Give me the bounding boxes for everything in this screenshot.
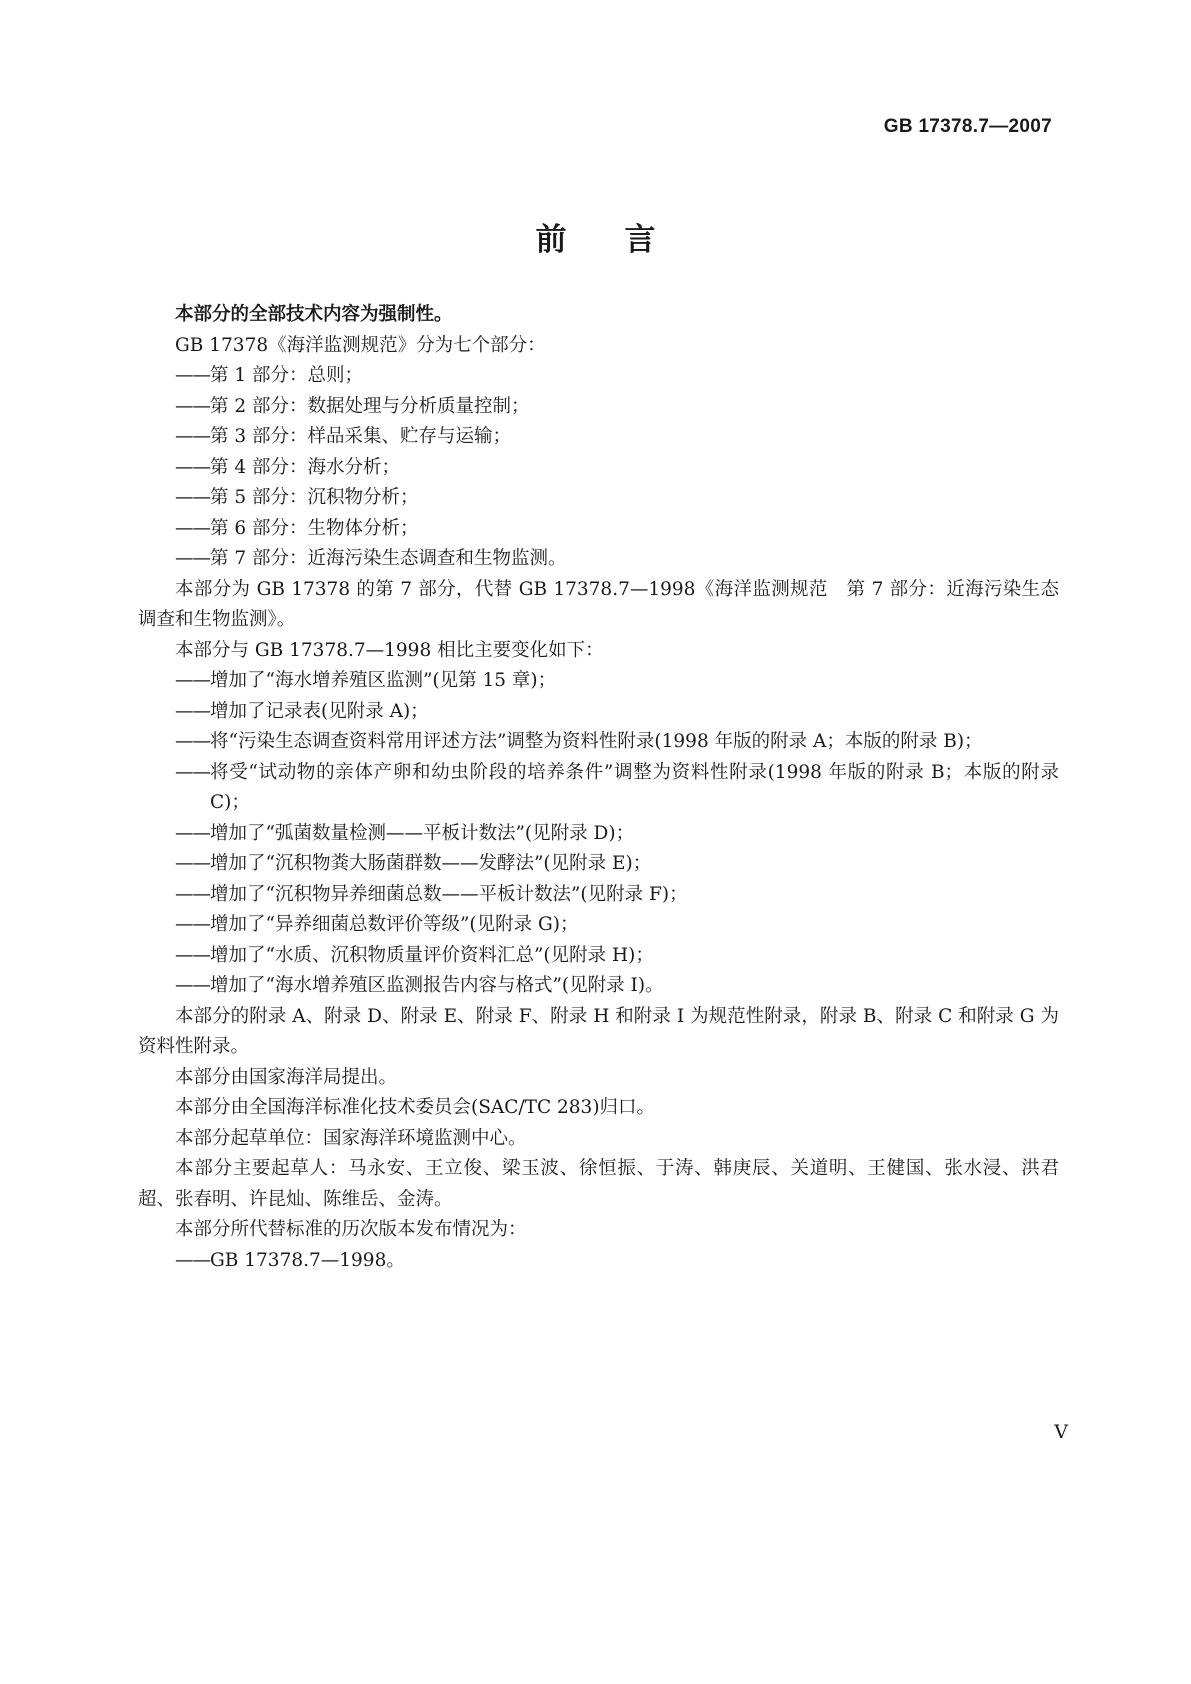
history-list: [138, 1246, 1059, 1277]
proposed-by: 本部分由国家海洋局提出。: [175, 1066, 398, 1088]
history-intro: 本部分所代替标准的历次版本发布情况为：: [175, 1219, 527, 1240]
page-number: V: [1054, 1421, 1068, 1443]
list-item: —— 将受“试动物的亲体产卵和幼虫阶段的培养条件”调整为资料性附录(1998 年版的附录 B；本版的附录 C)；: [175, 761, 1059, 813]
drafting-unit: 本部分起草单位：国家海洋环境监测中心。: [175, 1127, 527, 1149]
list-item: —— 第 2 部分：数据处理与分析质量控制；: [175, 395, 530, 417]
list-item: —— 增加了“异养细菌总数评价等级”(见附录 G)；: [175, 914, 579, 935]
list-item: —— 第 3 部分：样品采集、贮存与运输；: [175, 426, 512, 447]
foreword-body: [138, 300, 1059, 1276]
replaces-statement: 本部分为 GB 17378 的第 7 部分，代替 GB 17378.7—1998《海洋监测规范 第 7 部分：近海污染生态调查和生物监测》。: [138, 578, 1059, 630]
list-item: —— 增加了记录表(见附录 A)；: [175, 700, 429, 722]
list-item: —— 第 7 部分：近海污染生态调查和生物监测。: [175, 548, 567, 569]
changes-list: [138, 666, 1059, 1002]
list-item: —— 第 4 部分：海水分析；: [175, 456, 401, 478]
list-item: —— 增加了“沉积物粪大肠菌群数——发酵法”(见附录 E)；: [175, 853, 652, 874]
page-title: 前言: [535, 222, 714, 258]
list-item: —— 增加了“海水增养殖区监测报告内容与格式”(见附录 I)。: [175, 975, 664, 996]
list-item: —— 增加了“水质、沉积物质量评价资料汇总”(见附录 H)；: [175, 944, 654, 966]
list-item: —— 将“污染生态调查资料常用评述方法”调整为资料性附录(1998 年版的附录 A；本版的附录 B)；: [175, 731, 983, 752]
managed-by: 本部分由全国海洋标准化技术委员会(SAC/TC 283)归口。: [175, 1097, 656, 1118]
drafters: 本部分主要起草人：马永安、王立俊、梁玉波、徐恒振、于涛、韩庚辰、关道明、王健国、张水浸、洪君超、张春明、许昆灿、陈维岳、金涛。: [138, 1158, 1059, 1210]
parts-intro: GB 17378《海洋监测规范》分为七个部分：: [175, 334, 546, 356]
standard-code: GB 17378.7—2007: [883, 116, 1052, 137]
mandatory-statement: 本部分的全部技术内容为强制性。: [175, 304, 453, 325]
list-item: —— 增加了“海水增养殖区监测”(见第 15 章)；: [175, 670, 557, 691]
appendix-note: 本部分的附录 A、附录 D、附录 E、附录 F、附录 H 和附录 I 为规范性附录，附录 B、附录 C 和附录 G 为资料性附录。: [138, 1005, 1059, 1057]
list-item: —— 增加了“沉积物异养细菌总数——平板计数法”(见附录 F)；: [175, 883, 688, 905]
list-item: —— 第 5 部分：沉积物分析；: [175, 487, 419, 508]
changes-intro: 本部分与 GB 17378.7—1998 相比主要变化如下：: [175, 639, 604, 661]
list-item: —— 第 6 部分：生物体分析；: [175, 517, 419, 539]
list-item: —— 第 1 部分：总则；: [175, 365, 364, 386]
parts-list: [138, 361, 1059, 575]
list-item: —— GB 17378.7—1998。: [175, 1249, 405, 1271]
list-item: —— 增加了“弧菌数量检测——平板计数法”(见附录 D)；: [175, 822, 635, 844]
